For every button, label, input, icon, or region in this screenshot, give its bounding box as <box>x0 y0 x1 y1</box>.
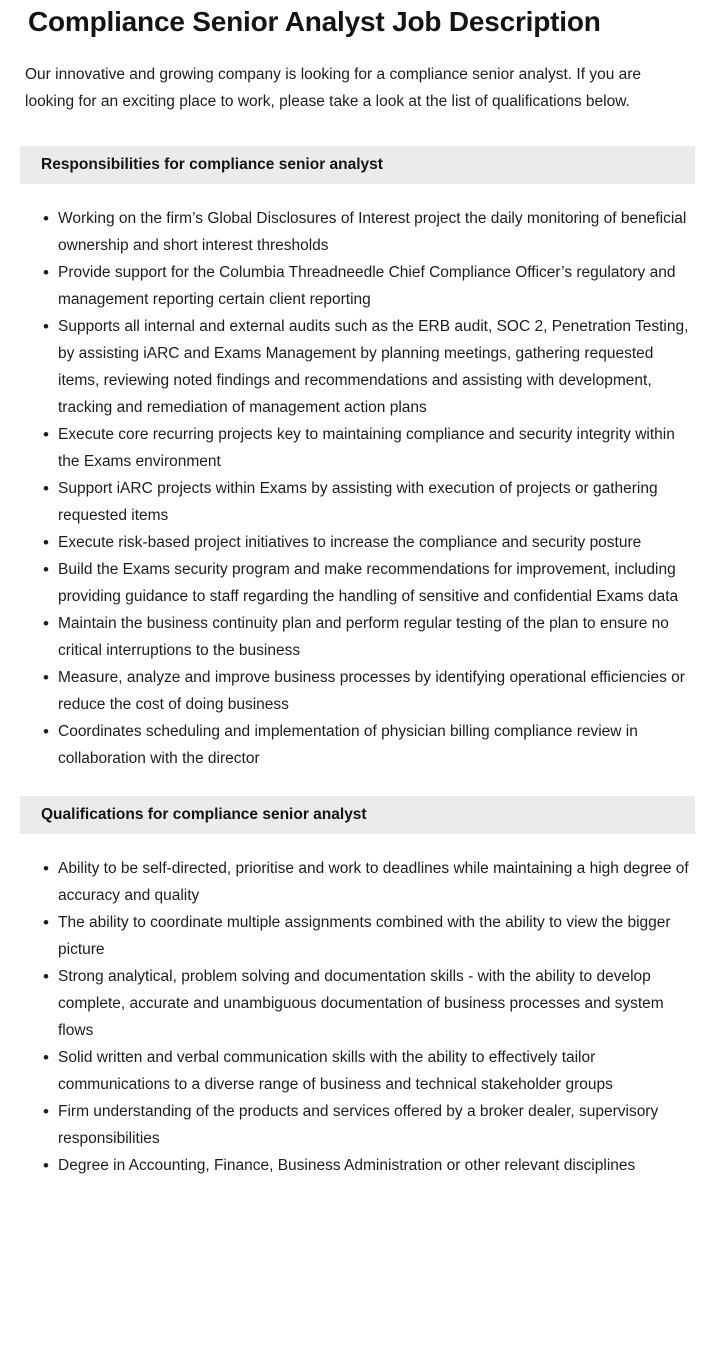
qualifications-list <box>0 834 720 1179</box>
list-item <box>0 718 720 772</box>
section-heading-label: Responsibilities for compliance senior analyst <box>41 156 383 173</box>
list-item-text: Execute core recurring projects key to maintaining compliance and security integrity within the Exams environment <box>58 426 675 470</box>
list-item <box>0 313 720 421</box>
list-item <box>0 963 720 1044</box>
bullet-icon: • <box>43 859 49 878</box>
bullet-icon: • <box>43 1156 49 1175</box>
bullet-icon: • <box>43 722 49 741</box>
section-qualifications <box>0 796 720 1179</box>
list-item <box>0 475 720 529</box>
bullet-icon: • <box>43 1048 49 1067</box>
list-item <box>0 1152 720 1179</box>
bullet-icon: • <box>43 668 49 687</box>
bullet-icon: • <box>43 614 49 633</box>
list-item <box>0 259 720 313</box>
section-responsibilities <box>0 146 720 772</box>
bullet-icon: • <box>43 425 49 444</box>
list-item <box>0 909 720 963</box>
list-item-text: Measure, analyze and improve business processes by identifying operational efficiencies or reduce the cost of doing business <box>58 669 685 713</box>
list-item <box>0 421 720 475</box>
list-item-text: Supports all internal and external audits such as the ERB audit, SOC 2, Penetration Testing, by assisting iARC and Exams Management by planning meetings, gathering requested items, reviewing noted findings and recommendations and assisting with development, tracking and remediation of management action plans <box>58 318 689 416</box>
bullet-icon: • <box>43 317 49 336</box>
bullet-icon: • <box>43 560 49 579</box>
list-item-text: Strong analytical, problem solving and documentation skills - with the ability to develop complete, accurate and unambiguous documentation of business processes and system flows <box>58 968 664 1039</box>
list-item-text: Execute risk-based project initiatives to increase the compliance and security posture <box>58 534 642 551</box>
bullet-icon: • <box>43 479 49 498</box>
bullet-icon: • <box>43 913 49 932</box>
page-bottom-spacer <box>0 1179 720 1223</box>
list-item <box>0 205 720 259</box>
list-item-text: Coordinates scheduling and implementation of physician billing compliance review in collaboration with the director <box>58 723 638 767</box>
bullet-icon: • <box>43 263 49 282</box>
page-title: Compliance Senior Analyst Job Description <box>28 6 601 37</box>
section-heading-label: Qualifications for compliance senior analyst <box>41 806 367 823</box>
list-item <box>0 529 720 556</box>
list-item-text: Ability to be self-directed, prioritise and work to deadlines while maintaining a high degree of accuracy and quality <box>58 860 689 904</box>
list-item <box>0 1044 720 1098</box>
list-item-text: Degree in Accounting, Finance, Business Administration or other relevant disciplines <box>58 1157 636 1174</box>
list-item-text: Working on the firm’s Global Disclosures of Interest project the daily monitoring of beneficial ownership and short interest thresholds <box>58 210 687 254</box>
bullet-icon: • <box>43 1102 49 1121</box>
bullet-icon: • <box>43 209 49 228</box>
list-item <box>0 1098 720 1152</box>
list-item-text: Maintain the business continuity plan and perform regular testing of the plan to ensure no critical interruptions to the business <box>58 615 669 659</box>
list-item-text: Build the Exams security program and make recommendations for improvement, including providing guidance to staff regarding the handling of sensitive and confidential Exams data <box>58 561 679 605</box>
bullet-icon: • <box>43 533 49 552</box>
bullet-icon: • <box>43 967 49 986</box>
list-item-text: Support iARC projects within Exams by assisting with execution of projects or gathering requested items <box>58 480 658 524</box>
responsibilities-list <box>0 184 720 772</box>
section-header-responsibilities <box>20 146 695 184</box>
list-item <box>0 556 720 610</box>
list-item-text: Firm understanding of the products and services offered by a broker dealer, supervisory responsibilities <box>58 1103 659 1147</box>
list-item <box>0 610 720 664</box>
intro-paragraph: Our innovative and growing company is looking for a compliance senior analyst. If you are looking for an exciting place to work, please take a look at the list of qualifications below. <box>25 66 642 110</box>
list-item-text: Provide support for the Columbia Threadneedle Chief Compliance Officer’s regulatory and management reporting certain client reporting <box>58 264 676 308</box>
list-item <box>0 855 720 909</box>
section-header-qualifications <box>20 796 695 834</box>
list-item-text: Solid written and verbal communication skills with the ability to effectively tailor communications to a diverse range of business and technical stakeholder groups <box>58 1049 613 1093</box>
list-item-text: The ability to coordinate multiple assignments combined with the ability to view the bigger picture <box>58 914 671 958</box>
list-item <box>0 664 720 718</box>
